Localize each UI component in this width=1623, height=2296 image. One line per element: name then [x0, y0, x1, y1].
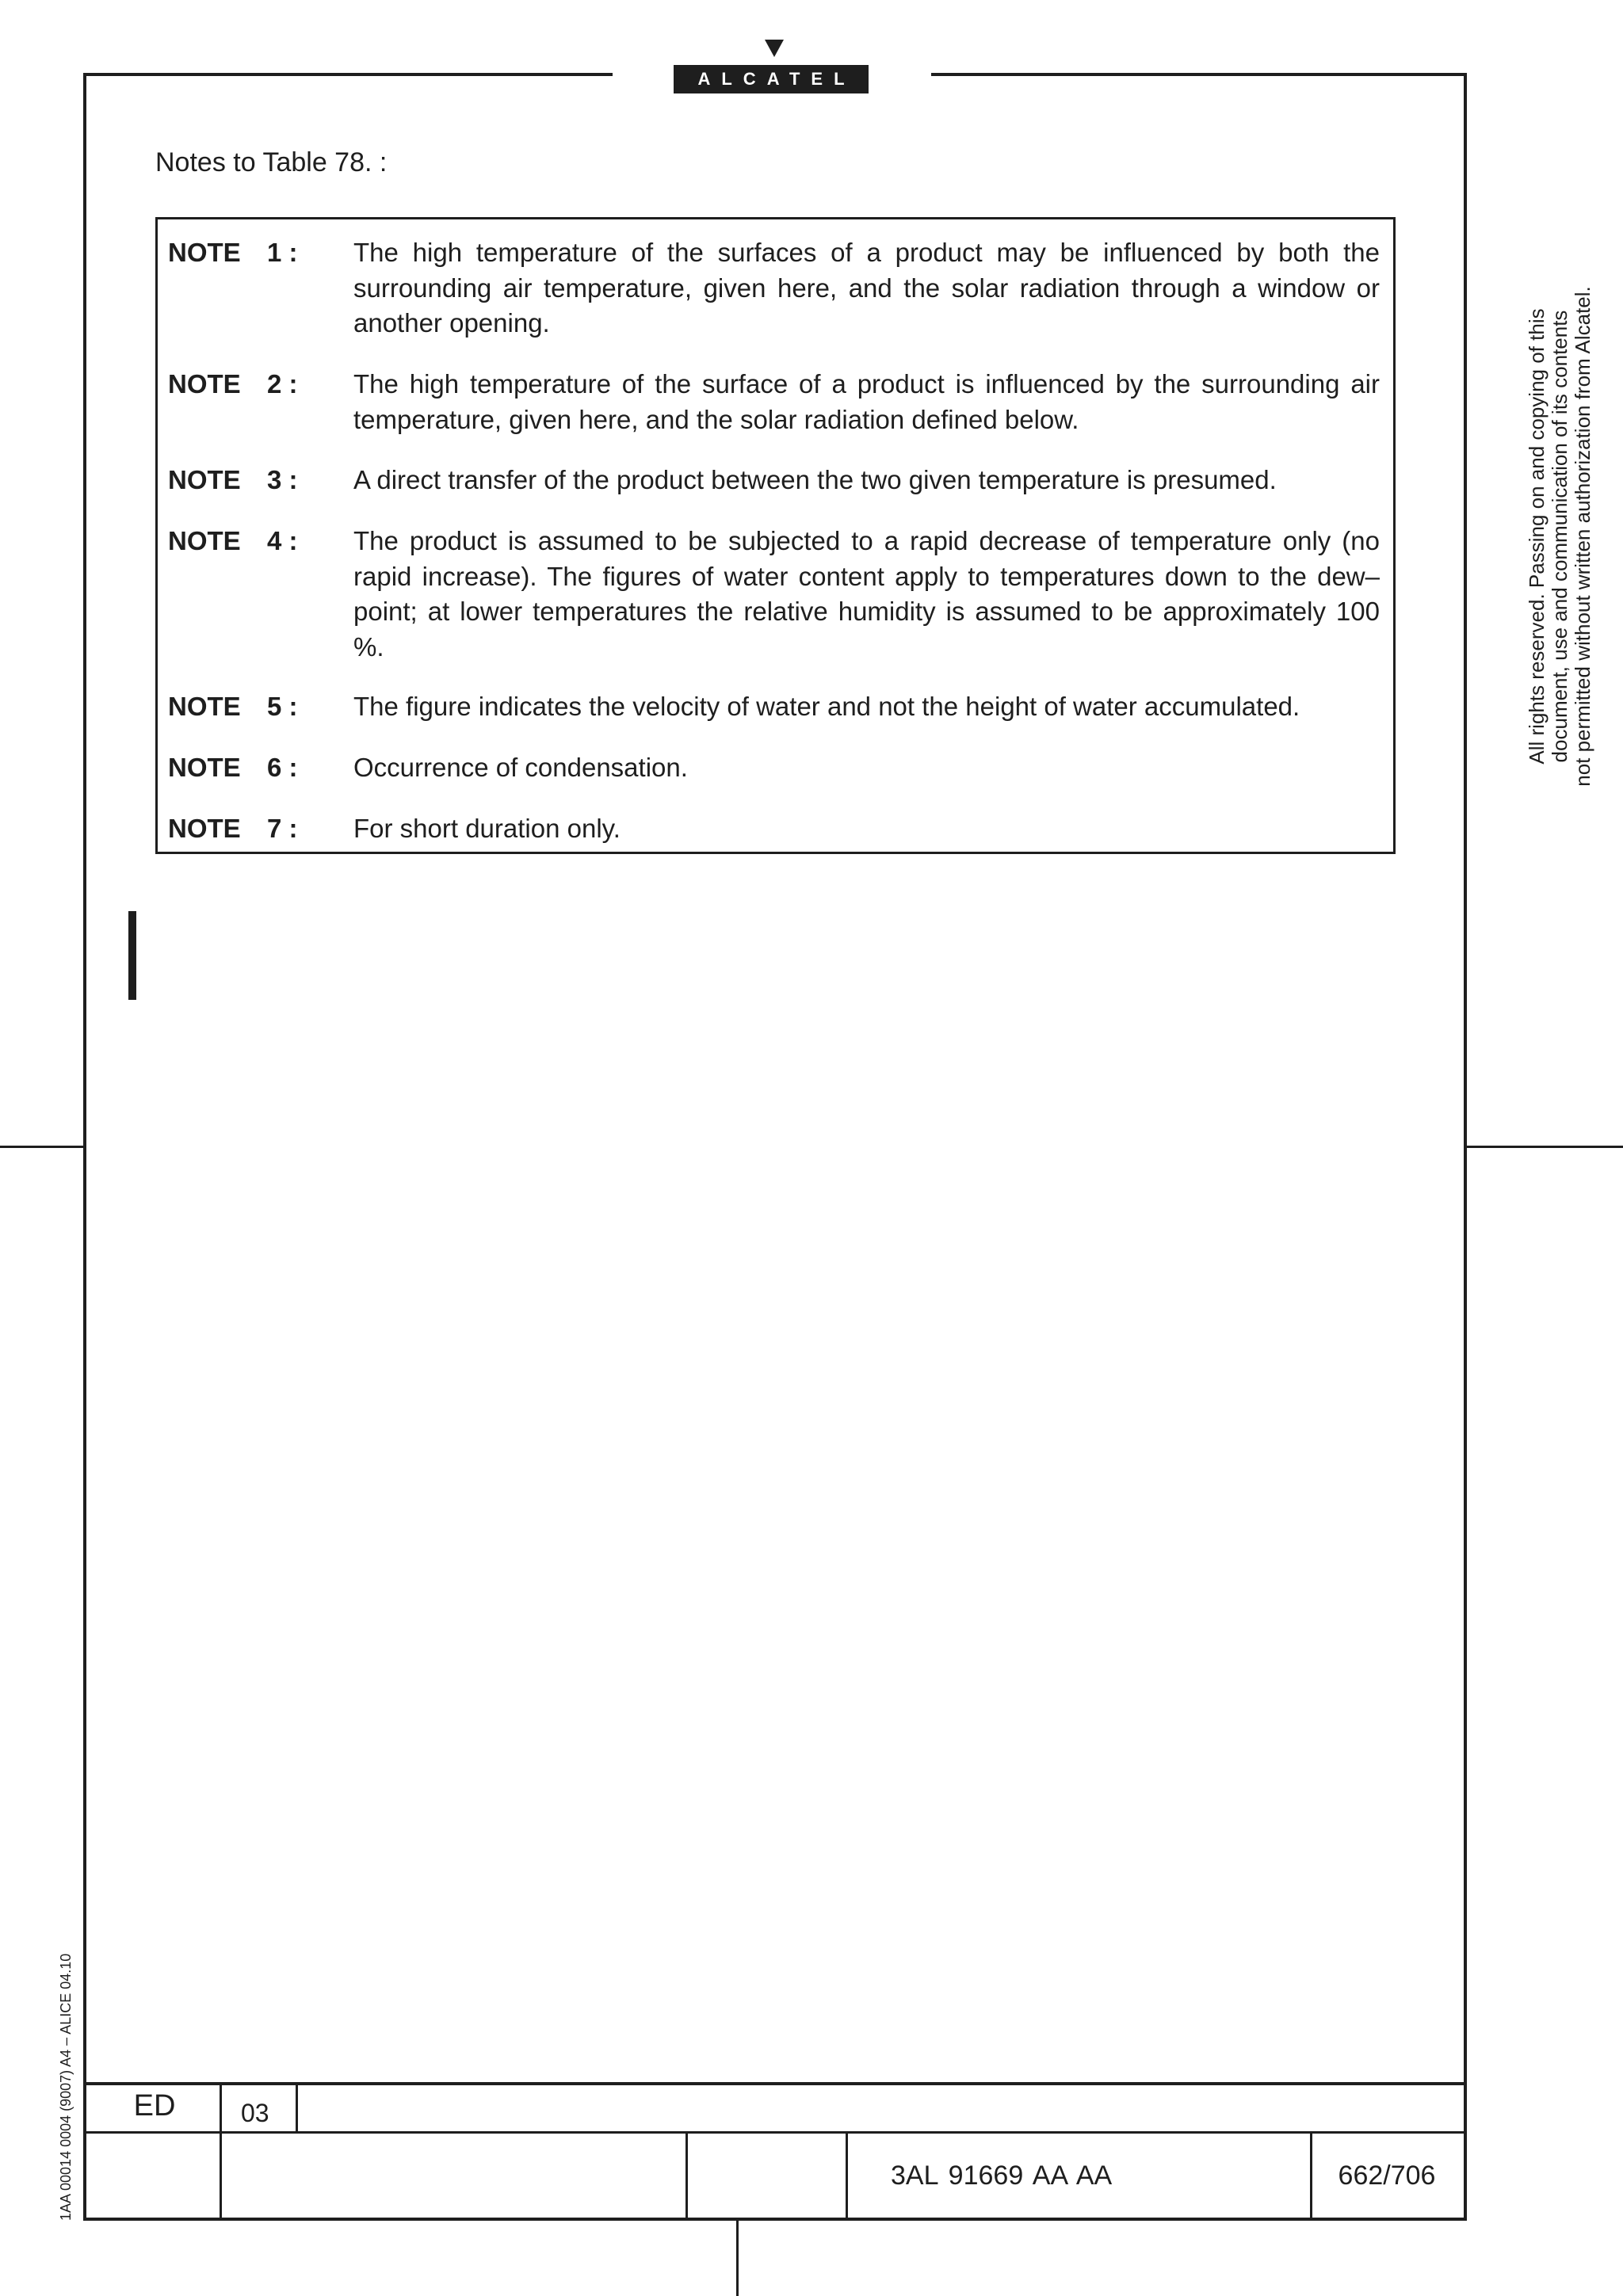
- rights-line-3: not permitted without written authorization from Alcatel.: [1571, 286, 1594, 787]
- footer-top-line: [83, 2082, 1467, 2085]
- fold-mark-right: [1467, 1146, 1623, 1148]
- form-code: 1AA 00014 0004 (9007) A4 – ALICE 04.10: [58, 1953, 74, 2221]
- edition-value: 03: [241, 2099, 269, 2127]
- fold-mark-bottom: [736, 2221, 739, 2296]
- note-text: A direct transfer of the product between the two given temperature is presumed.: [353, 465, 1277, 494]
- frame-bottom: [83, 2218, 1467, 2221]
- note-text: The figure indicates the velocity of water and not the height of water accumulated.: [353, 692, 1300, 721]
- note-text: The product is assumed to be subjected to a rapid decrease of temperature only (no rapid increase). The figures of water content apply to temperatures down to the dew–point; at lower temperatures the relative humidity is assumed to be approximately 100 %.: [353, 526, 1380, 662]
- frame-top-right: [931, 73, 1467, 76]
- logo-triangle-icon: [765, 40, 784, 57]
- note-text: For short duration only.: [353, 814, 621, 843]
- alcatel-logo: ALCATEL: [674, 65, 869, 93]
- page-number: 662/706: [1338, 2161, 1436, 2191]
- note-label: NOTE 7 :: [168, 814, 298, 843]
- note-text: The high temperature of the surface of a product is influenced by the surrounding air temperature, given here, and the solar radiation defined below.: [353, 369, 1380, 434]
- footer-divider: [685, 2131, 688, 2221]
- revision-change-bar: [128, 911, 136, 1000]
- footer-divider: [846, 2131, 848, 2221]
- notes-table: [155, 217, 1396, 854]
- frame-left: [83, 73, 86, 2221]
- note-text: Occurrence of condensation.: [353, 753, 688, 782]
- note-label: NOTE 2 :: [168, 369, 298, 399]
- fold-mark-left: [0, 1146, 83, 1148]
- note-label: NOTE 1 :: [168, 238, 298, 267]
- note-label: NOTE 6 :: [168, 753, 298, 782]
- note-text: The high temperature of the surfaces of a product may be influenced by both the surrounding air temperature, given here, and the solar radiation through a window or another opening.: [353, 238, 1380, 338]
- rights-line-1: All rights reserved. Passing on and copying of this: [1525, 308, 1549, 765]
- footer-middle-line: [83, 2131, 1467, 2134]
- notes-heading: Notes to Table 78. :: [155, 147, 388, 177]
- note-label: NOTE 3 :: [168, 465, 298, 494]
- frame-top-left: [83, 73, 613, 76]
- note-label: NOTE 5 :: [168, 692, 298, 721]
- document-reference: 3AL 91669 AA AA: [891, 2161, 1113, 2191]
- footer-divider: [296, 2082, 298, 2133]
- rights-line-2: document, use and communication of its contents: [1548, 310, 1571, 763]
- rights-notice: [1526, 271, 1594, 802]
- note-label: NOTE 4 :: [168, 526, 298, 555]
- edition-label: ED: [133, 2089, 176, 2122]
